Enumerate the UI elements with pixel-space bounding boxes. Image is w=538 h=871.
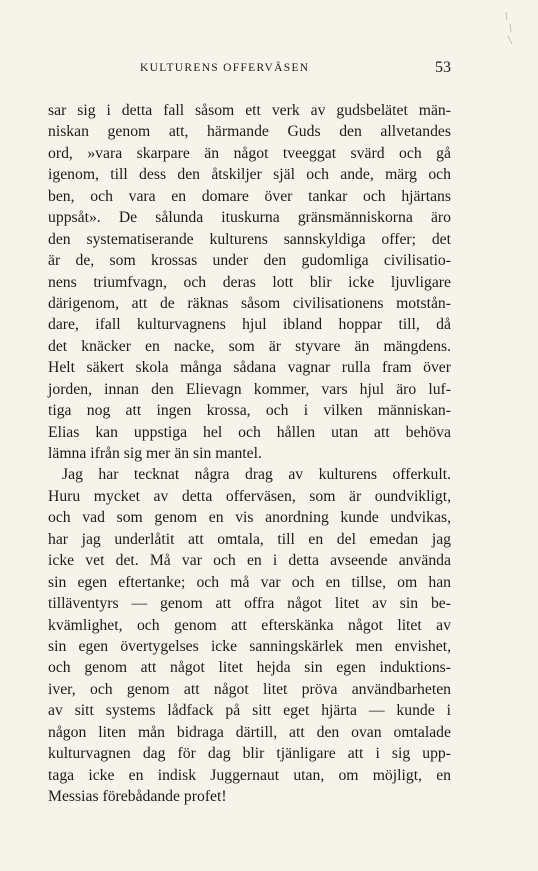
text-line: av sitt systems lådfack på sitt eget hjärta — kunde i (48, 702, 451, 720)
text-line: nens triumfvagn, och deras lott blir icke ljuvligare (48, 273, 451, 291)
running-title: KULTURENS OFFERVÄSEN (140, 62, 310, 74)
text-line: jorden, innan den Elievagn kommer, vars hjul äro luf- (48, 380, 451, 398)
text-line: icke vet det. Må var och en i detta avseende använda (48, 552, 451, 570)
text-line: sin egen övertygelses icke sanningskärlek men envishet, (48, 637, 451, 655)
page-header (48, 59, 451, 82)
text-line: och vad som genom en vis anordning kunde undvikas, (48, 509, 451, 527)
text-line: Elias kan uppstiga hel och hållen utan att behöva (48, 423, 451, 441)
text-line: lämna ifrån sig mer än sin mantel. (48, 445, 262, 462)
text-line: och genom att något litet hejda sin egen induktions- (48, 659, 451, 677)
text-line: Huru mycket av detta offerväsen, som är oundvikligt, (48, 487, 451, 505)
text-line: Messias förebådande profet! (48, 788, 227, 805)
text-line: niskan genom att, härmande Guds den allvetandes (48, 123, 451, 141)
text-line: det knäcker en nacke, som är styvare än mängdens. (48, 337, 451, 355)
page-number: 53 (435, 59, 451, 76)
paragraph-1 (48, 100, 451, 464)
text-line: den systematiserande kulturens sannskyldiga offer; det (48, 230, 451, 248)
text-line: kulturvagnen dag för dag blir tjänligare att i sig upp- (48, 745, 451, 763)
text-line: sin egen eftertanke; och må var och en tillse, om han (48, 573, 451, 591)
text-line: därigenom, att de räknas såsom civilisationens motstån- (48, 294, 451, 312)
text-line: tiga nog att ingen krossa, och i vilken människan- (48, 402, 451, 420)
text-line: har jag underlåtit att omtala, till en del emedan jag (48, 530, 451, 548)
paragraph-2 (48, 464, 451, 807)
text-line: ord, »vara skarpare än något tveeggat svärd och gå (48, 144, 451, 162)
text-line: ben, och vara en domare över tankar och hjärtans (48, 187, 451, 205)
text-line: taga icke en indisk Juggernaut utan, om möjligt, en (48, 766, 451, 784)
text-line: igenom, till dess den åtskiljer själ och ande, märg och (48, 166, 451, 184)
text-line: tilläventyrs — genom att offra något litet av sin be- (48, 595, 451, 613)
body-text (48, 100, 451, 807)
paper-speck-mark (504, 10, 514, 46)
text-line: iver, och genom att något litet pröva användbarheten (48, 680, 451, 698)
text-line: sar sig i detta fall såsom ett verk av gudsbelätet män- (48, 102, 451, 119)
text-line: Helt säkert skola många sådana vagnar rulla fram över (48, 359, 451, 377)
text-line: någon liten mån bidraga därtill, att den ovan omtalade (48, 723, 451, 741)
text-line: dare, ifall kulturvagnens hjul ibland hoppar till, då (48, 316, 451, 334)
text-line: är de, som krossas under den gudomliga civilisatio- (48, 252, 451, 270)
text-line: uppsåt». De sålunda ituskurna gränsmänniskorna äro (48, 209, 451, 227)
text-line: Jag har tecknat några drag av kulturens offerkult. (62, 466, 451, 484)
text-line: kvämlighet, och genom att efterskänka något litet av (48, 616, 451, 634)
